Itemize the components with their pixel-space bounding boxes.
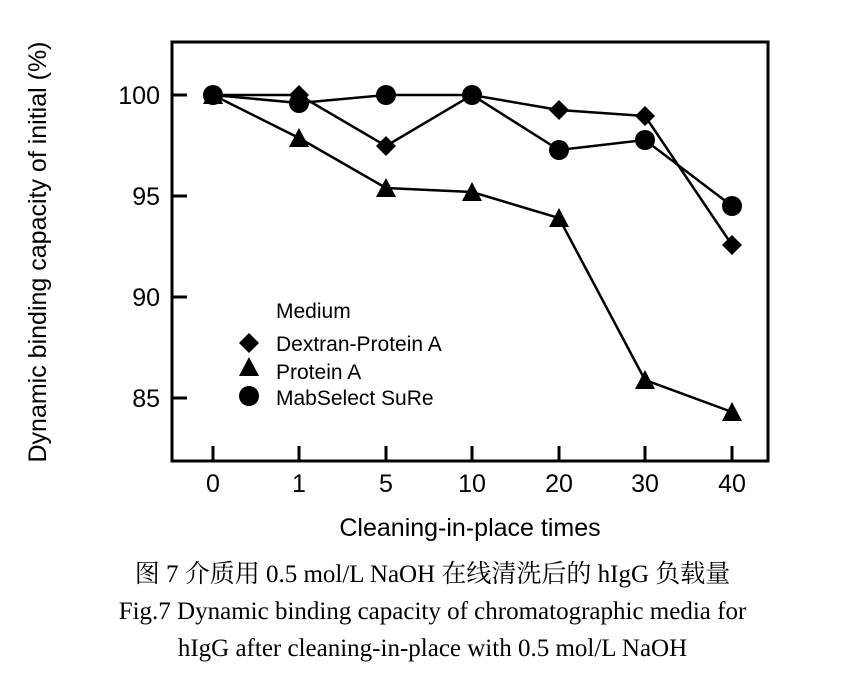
x-tick-label-40: 40: [718, 470, 746, 498]
legend-marker-circle: [239, 386, 259, 406]
legend-title: Medium: [276, 300, 351, 323]
x-tick-label-0: 0: [206, 470, 220, 498]
caption-line-english-2: hIgG after cleaning-in-place with 0.5 mol/L NaOH: [177, 635, 688, 662]
x-tick-label-30: 30: [631, 470, 659, 498]
x-tick-label-10: 10: [458, 470, 486, 498]
y-tick-label-100: 100: [118, 82, 160, 110]
data-point: [722, 196, 742, 216]
y-tick-label-85: 85: [132, 385, 160, 413]
figure-caption: [0, 556, 865, 667]
y-tick-label-90: 90: [132, 284, 160, 312]
data-point: [289, 93, 309, 113]
legend-label-dextran-protein-a: Dextran-Protein A: [276, 333, 442, 356]
x-tick-label-5: 5: [379, 470, 393, 498]
y-tick-label-95: 95: [132, 183, 160, 211]
legend-label-protein-a: Protein A: [276, 361, 362, 384]
caption-line-chinese: 图 7 介质用 0.5 mol/L NaOH 在线清洗后的 hIgG 负载量: [134, 561, 731, 588]
y-axis-title: Dynamic binding capacity of initial (%): [24, 41, 52, 463]
x-axis-title: Cleaning-in-place times: [339, 514, 601, 542]
caption-line-english-1: Fig.7 Dynamic binding capacity of chromatographic media for: [118, 598, 747, 625]
data-point: [376, 85, 396, 105]
x-tick-label-20: 20: [545, 470, 573, 498]
x-tick-label-1: 1: [292, 470, 306, 498]
data-point: [203, 85, 223, 105]
legend-label-mabselect-sure: MabSelect SuRe: [276, 387, 434, 410]
data-point: [549, 140, 569, 160]
data-point: [635, 130, 655, 150]
data-point: [462, 85, 482, 105]
